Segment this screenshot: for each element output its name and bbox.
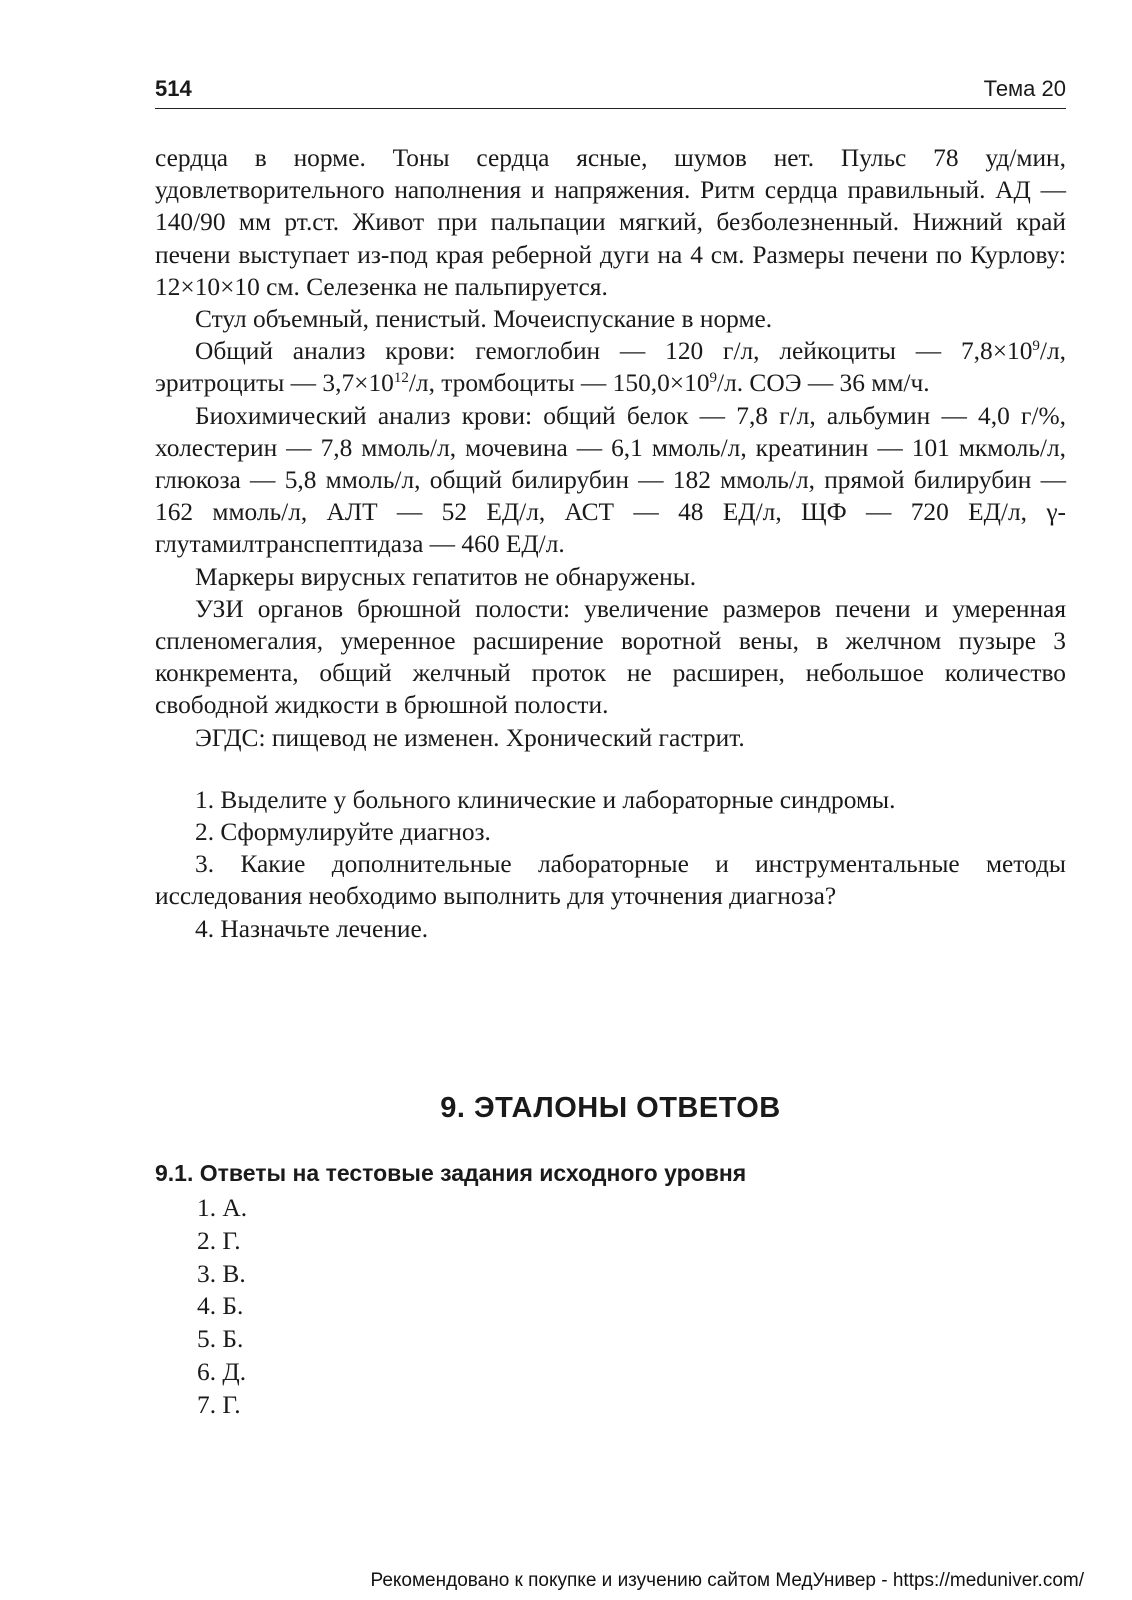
- page-number: 514: [155, 76, 192, 101]
- exponent: 9: [709, 370, 718, 387]
- running-head: [155, 74, 1066, 109]
- answer-item: 4. Б.: [197, 1292, 244, 1321]
- answer-list: [197, 1192, 247, 1422]
- answer-item: 2. Г.: [197, 1226, 241, 1255]
- spacer: [155, 754, 1066, 784]
- blood-test-text: /л, эритроциты — 3,7×10: [155, 337, 1066, 398]
- markers-paragraph: Маркеры вирусных гепатитов не обнаружены.: [195, 562, 697, 591]
- egds-paragraph: ЭГДС: пищевод не изменен. Хронический гастрит.: [195, 723, 745, 752]
- case-description: [155, 142, 1066, 945]
- biochemistry-paragraph: Биохимический анализ крови: общий белок — 7,8 г/л, альбумин — 4,0 г/%, холестерин — 7,8 ммоль/л, мочевина — 6,1 ммоль/л, креатинин — 101 мкмоль/л, глюкоза — 5,8 ммоль/л, общий билирубин — 182 ммоль/л, прямой билирубин — 162 ммоль/л, АЛТ — 52 ЕД/л, АСТ — 48 ЕД/л, ЩФ — 720 ЕД/л, γ-глутамилтранспептидаза — 460 ЕД/л.: [155, 401, 1066, 559]
- blood-test-paragraph: [155, 335, 1066, 399]
- blood-test-text: Общий анализ крови: гемоглобин — 120 г/л, лейкоциты — 7,8×10: [195, 337, 1033, 366]
- blood-test-text: /л. СОЭ — 36 мм/ч.: [717, 369, 930, 398]
- answer-item: 1. А.: [197, 1194, 248, 1222]
- section-title: 9. ЭТАЛОНЫ ОТВЕТОВ: [440, 1092, 781, 1124]
- exponent: 12: [393, 370, 409, 387]
- stool-paragraph: Стул объемный, пенистый. Мочеиспускание в норме.: [195, 305, 773, 334]
- question-item: 2. Сформулируйте диагноз.: [195, 818, 491, 847]
- chapter-label: Тема 20: [983, 76, 1066, 101]
- subsection-title: 9.1. Ответы на тестовые задания исходного уровня: [155, 1160, 747, 1186]
- blood-test-text: /л, тромбоциты — 150,0×10: [408, 369, 710, 398]
- question-item: 3. Какие дополнительные лабораторные и инструментальные методы исследования необходимо выполнить для уточнения диагноза?: [155, 850, 1066, 911]
- footer-recommendation: Рекомендовано к покупке и изучению сайтом МедУнивер - https://meduniver.com/: [370, 1570, 1084, 1591]
- answer-item: 7. Г.: [197, 1390, 241, 1419]
- question-item: 4. Назначьте лечение.: [195, 914, 429, 943]
- ultrasound-paragraph: УЗИ органов брюшной полости: увеличение размеров печени и умеренная спленомегалия, умеренное расширение воротной вены, в желчном пузыре 3 конкремента, общий желчный проток не расширен, небольшое количество свободной жидкости в брюшной полости.: [155, 594, 1066, 720]
- question-item: 1. Выделите у больного клинические и лабораторные синдромы.: [195, 785, 896, 814]
- answer-item: 5. Б.: [197, 1325, 244, 1354]
- answer-item: 6. Д.: [197, 1357, 247, 1386]
- answer-item: 3. В.: [197, 1259, 246, 1288]
- exam-paragraph: сердца в норме. Тоны сердца ясные, шумов нет. Пульс 78 уд/мин, удовлетворительного наполнения и напряжения. Ритм сердца правильный. АД — 140/90 мм рт.ст. Живот при пальпации мягкий, безболезненный. Нижний край печени выступает из-под края реберной дуги на 4 см. Размеры печени по Курлову: 12×10×10 см. Селезенка не пальпируется.: [155, 144, 1066, 301]
- exponent: 9: [1032, 338, 1040, 355]
